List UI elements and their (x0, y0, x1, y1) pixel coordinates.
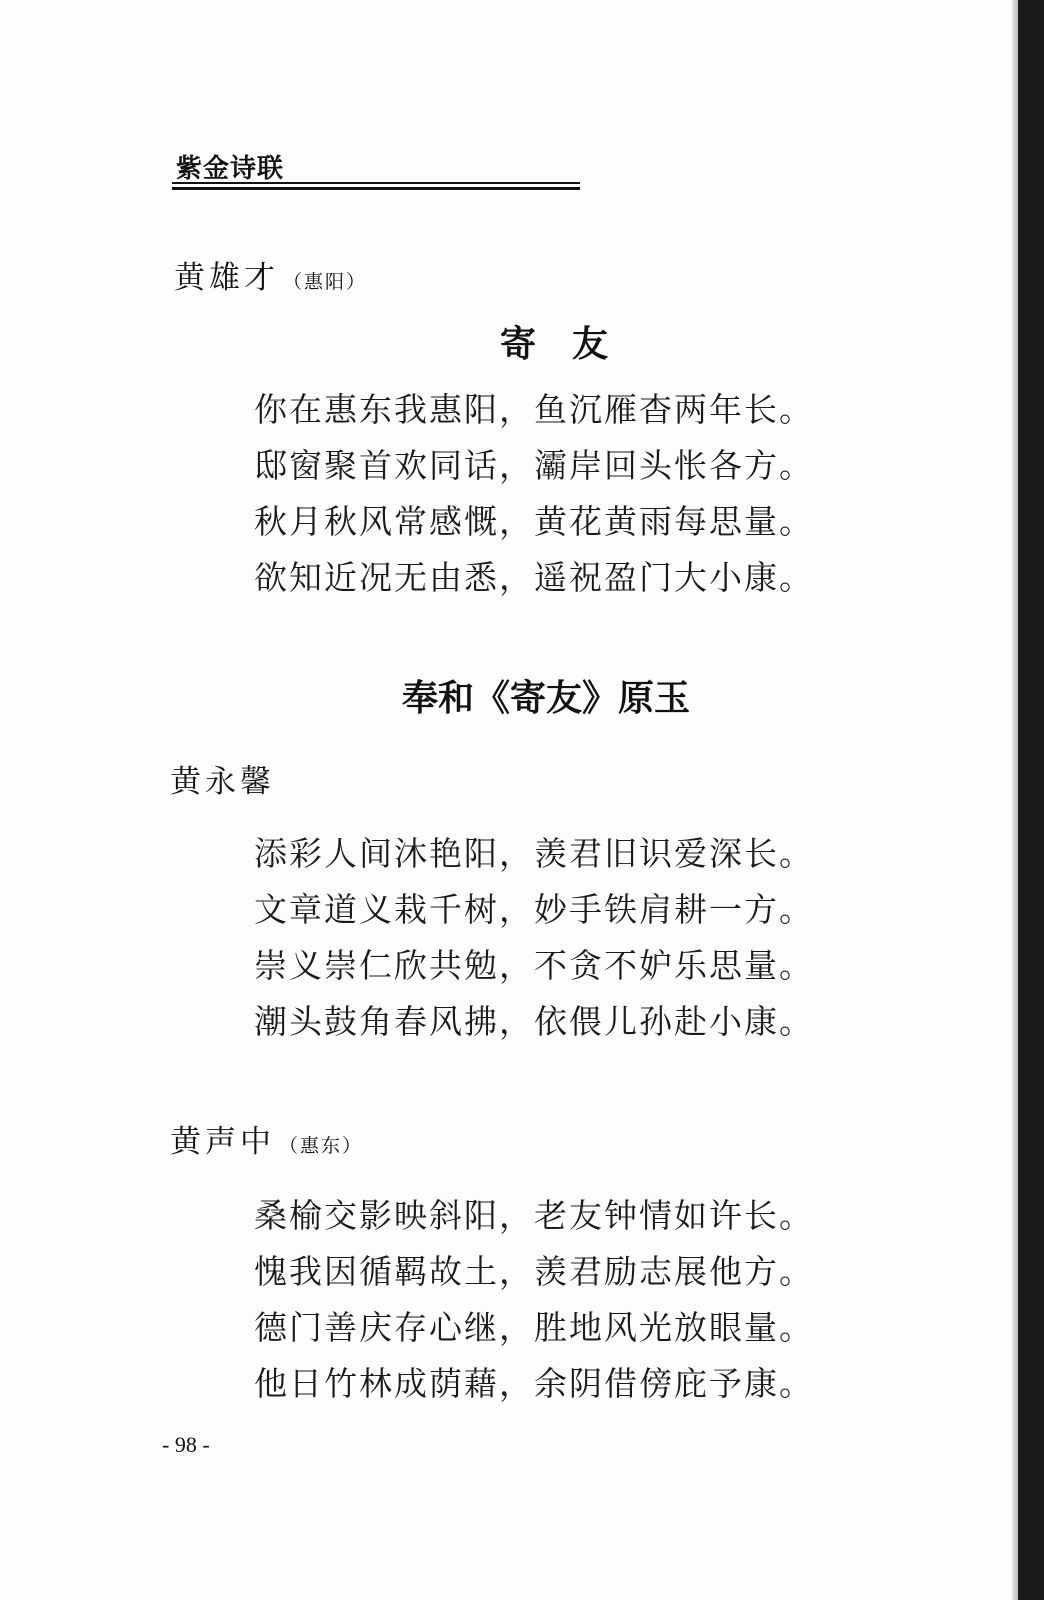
poem-line: 愧我因循羁故土，羡君励志展他方。 (254, 1252, 814, 1291)
author-name: 黄声中 (170, 1124, 275, 1160)
header-rule-thick (172, 187, 580, 190)
author-name: 黄永馨 (170, 764, 275, 800)
poem-ji-you (254, 382, 814, 606)
header-rule-thin (172, 182, 580, 184)
author-huang-yongxin (170, 756, 275, 801)
poem-line: 你在惠东我惠阳，鱼沉雁杳两年长。 (254, 390, 814, 429)
page-edge-shadow (1012, 0, 1018, 1600)
poem-line: 德门善庆存心继，胜地风光放眼量。 (254, 1308, 814, 1347)
page-number: - 98 - (162, 1432, 210, 1457)
poem-line: 秋月秋风常感慨，黄花黄雨每思量。 (254, 502, 814, 541)
poem-line: 桑榆交影映斜阳，老友钟情如许长。 (254, 1196, 814, 1235)
poem-line: 他日竹林成荫藉，余阴借傍庇予康。 (254, 1364, 814, 1403)
poem-line: 邸窗聚首欢同话，灞岸回头怅各方。 (254, 446, 814, 485)
author-place: （惠东） (279, 1135, 364, 1157)
poem-title-ji-you: 寄 友 (500, 323, 609, 365)
author-name: 黄雄才 (174, 260, 279, 296)
author-huang-shengzhong (170, 1116, 363, 1161)
author-place: （惠阳） (283, 271, 368, 293)
running-header-title: 紫金诗联 (176, 154, 285, 184)
poem-line: 文章道义栽千树，妙手铁肩耕一方。 (254, 890, 814, 929)
poem-title-feng-he: 奉和《寄友》原玉 (402, 677, 691, 719)
poem-line: 添彩人间沐艳阳，羡君旧识爱深长。 (254, 834, 814, 873)
poem-feng-he (254, 826, 814, 1050)
poem-line: 欲知近况无由悉，遥祝盈门大小康。 (254, 558, 814, 597)
poem-huang-shengzhong (254, 1188, 814, 1412)
poem-line: 崇义崇仁欣共勉，不贪不妒乐思量。 (254, 946, 814, 985)
poem-line: 潮头鼓角春风拂，依偎儿孙赴小康。 (254, 1002, 814, 1041)
author-huang-xiongcai (174, 252, 367, 297)
